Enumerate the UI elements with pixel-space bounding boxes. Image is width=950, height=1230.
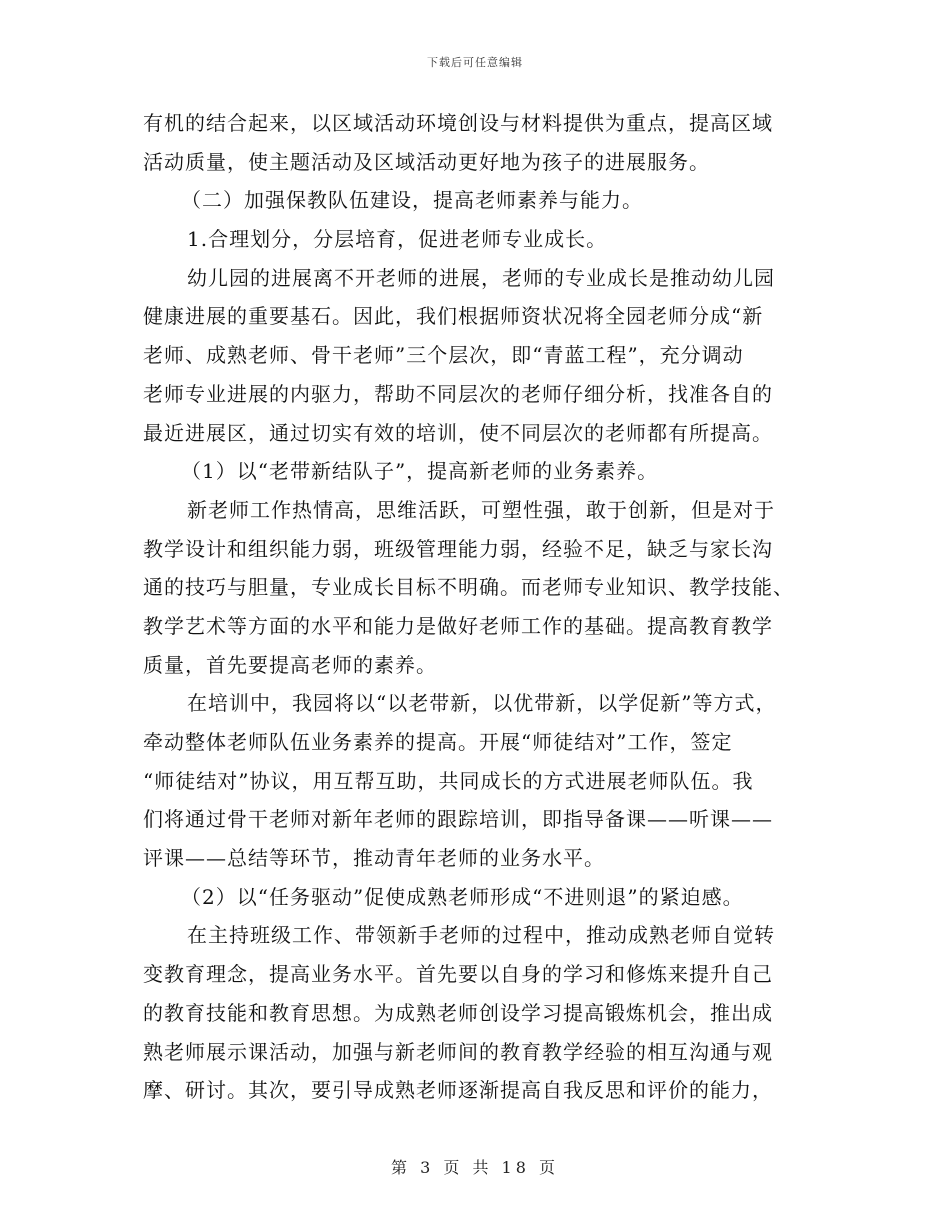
body-line: 教学艺术等方面的水平和能力是做好老师工作的基础。提高教育教学 — [143, 613, 773, 638]
body-line: 们将通过骨干老师对新年老师的跟踪培训，即指导备课——听课—— — [143, 807, 773, 832]
body-line: 有机的结合起来，以区域活动环境创设与材料提供为重点，提高区域 — [143, 111, 773, 135]
body-line: 最近进展区，通过切实有效的培训，使不同层次的老师都有所提高。 — [143, 420, 773, 445]
body-line: 摩、研讨。其次，要引导成熟老师逐渐提高自我反思和评价的能力， — [143, 1078, 773, 1103]
item-heading: （1）以“老带新结队子”，提高新老师的业务素养。 — [181, 459, 659, 484]
document-body — [143, 104, 803, 1110]
body-line: 的教育技能和教育思想。为成熟老师创设学习提高锻炼机会，推出成 — [143, 1000, 773, 1025]
item-heading: （2）以“任务驱动”促使成熟老师形成“不进则退”的紧迫感。 — [181, 884, 744, 909]
body-line: 老师、成熟老师、骨干老师”三个层次，即“青蓝工程”，充分调动 — [143, 343, 744, 368]
body-line: 在培训中，我园将以“以老带新，以优带新，以学促新”等方式， — [187, 691, 777, 716]
section-heading: （二）加强保教队伍建设，提高老师素养与能力。 — [181, 188, 643, 213]
subsection-heading: 1.合理划分，分层培育，促进老师专业成长。 — [187, 227, 608, 252]
body-line: 质量，首先要提高老师的素养。 — [143, 652, 437, 677]
body-line: 新老师工作热情高，思维活跃，可塑性强，敢于创新，但是对于 — [187, 497, 775, 522]
body-line: 熟老师展示课活动，加强与新老师间的教育教学经验的相互沟通与观 — [143, 1039, 773, 1064]
page-header: 下载后可任意编辑 — [427, 56, 523, 69]
body-line: 健康进展的重要基石。因此，我们根据师资状况将全园老师分成“新 — [143, 304, 764, 329]
body-line: 评课——总结等环节，推动青年老师的业务水平。 — [143, 846, 605, 871]
body-line: 在主持班级工作、带领新手老师的过程中，推动成熟老师自觉转 — [187, 923, 775, 948]
body-line: 通的技巧与胆量，专业成长目标不明确。而老师专业知识、教学技能、 — [143, 575, 794, 600]
body-line: 老师专业进展的内驱力，帮助不同层次的老师仔细分析，找准各自的 — [143, 381, 773, 406]
body-line: 活动质量，使主题活动及区域活动更好地为孩子的进展服务。 — [143, 149, 710, 174]
body-line: 牵动整体老师队伍业务素养的提高。开展“师徒结对”工作，签定 — [143, 730, 733, 754]
body-line: “师徒结对”协议，用互帮互助，共同成长的方式进展老师队伍。我 — [143, 768, 754, 793]
body-line: 幼儿园的进展离不开老师的进展，老师的专业成长是推动幼儿园 — [187, 265, 775, 290]
body-line: 变教育理念，提高业务水平。首先要以自身的学习和修炼来提升自己 — [143, 962, 773, 987]
body-line: 教学设计和组织能力弱，班级管理能力弱，经验不足，缺乏与家长沟 — [143, 536, 773, 561]
page-footer: 第 3 页 共 18 页 — [391, 1158, 559, 1177]
